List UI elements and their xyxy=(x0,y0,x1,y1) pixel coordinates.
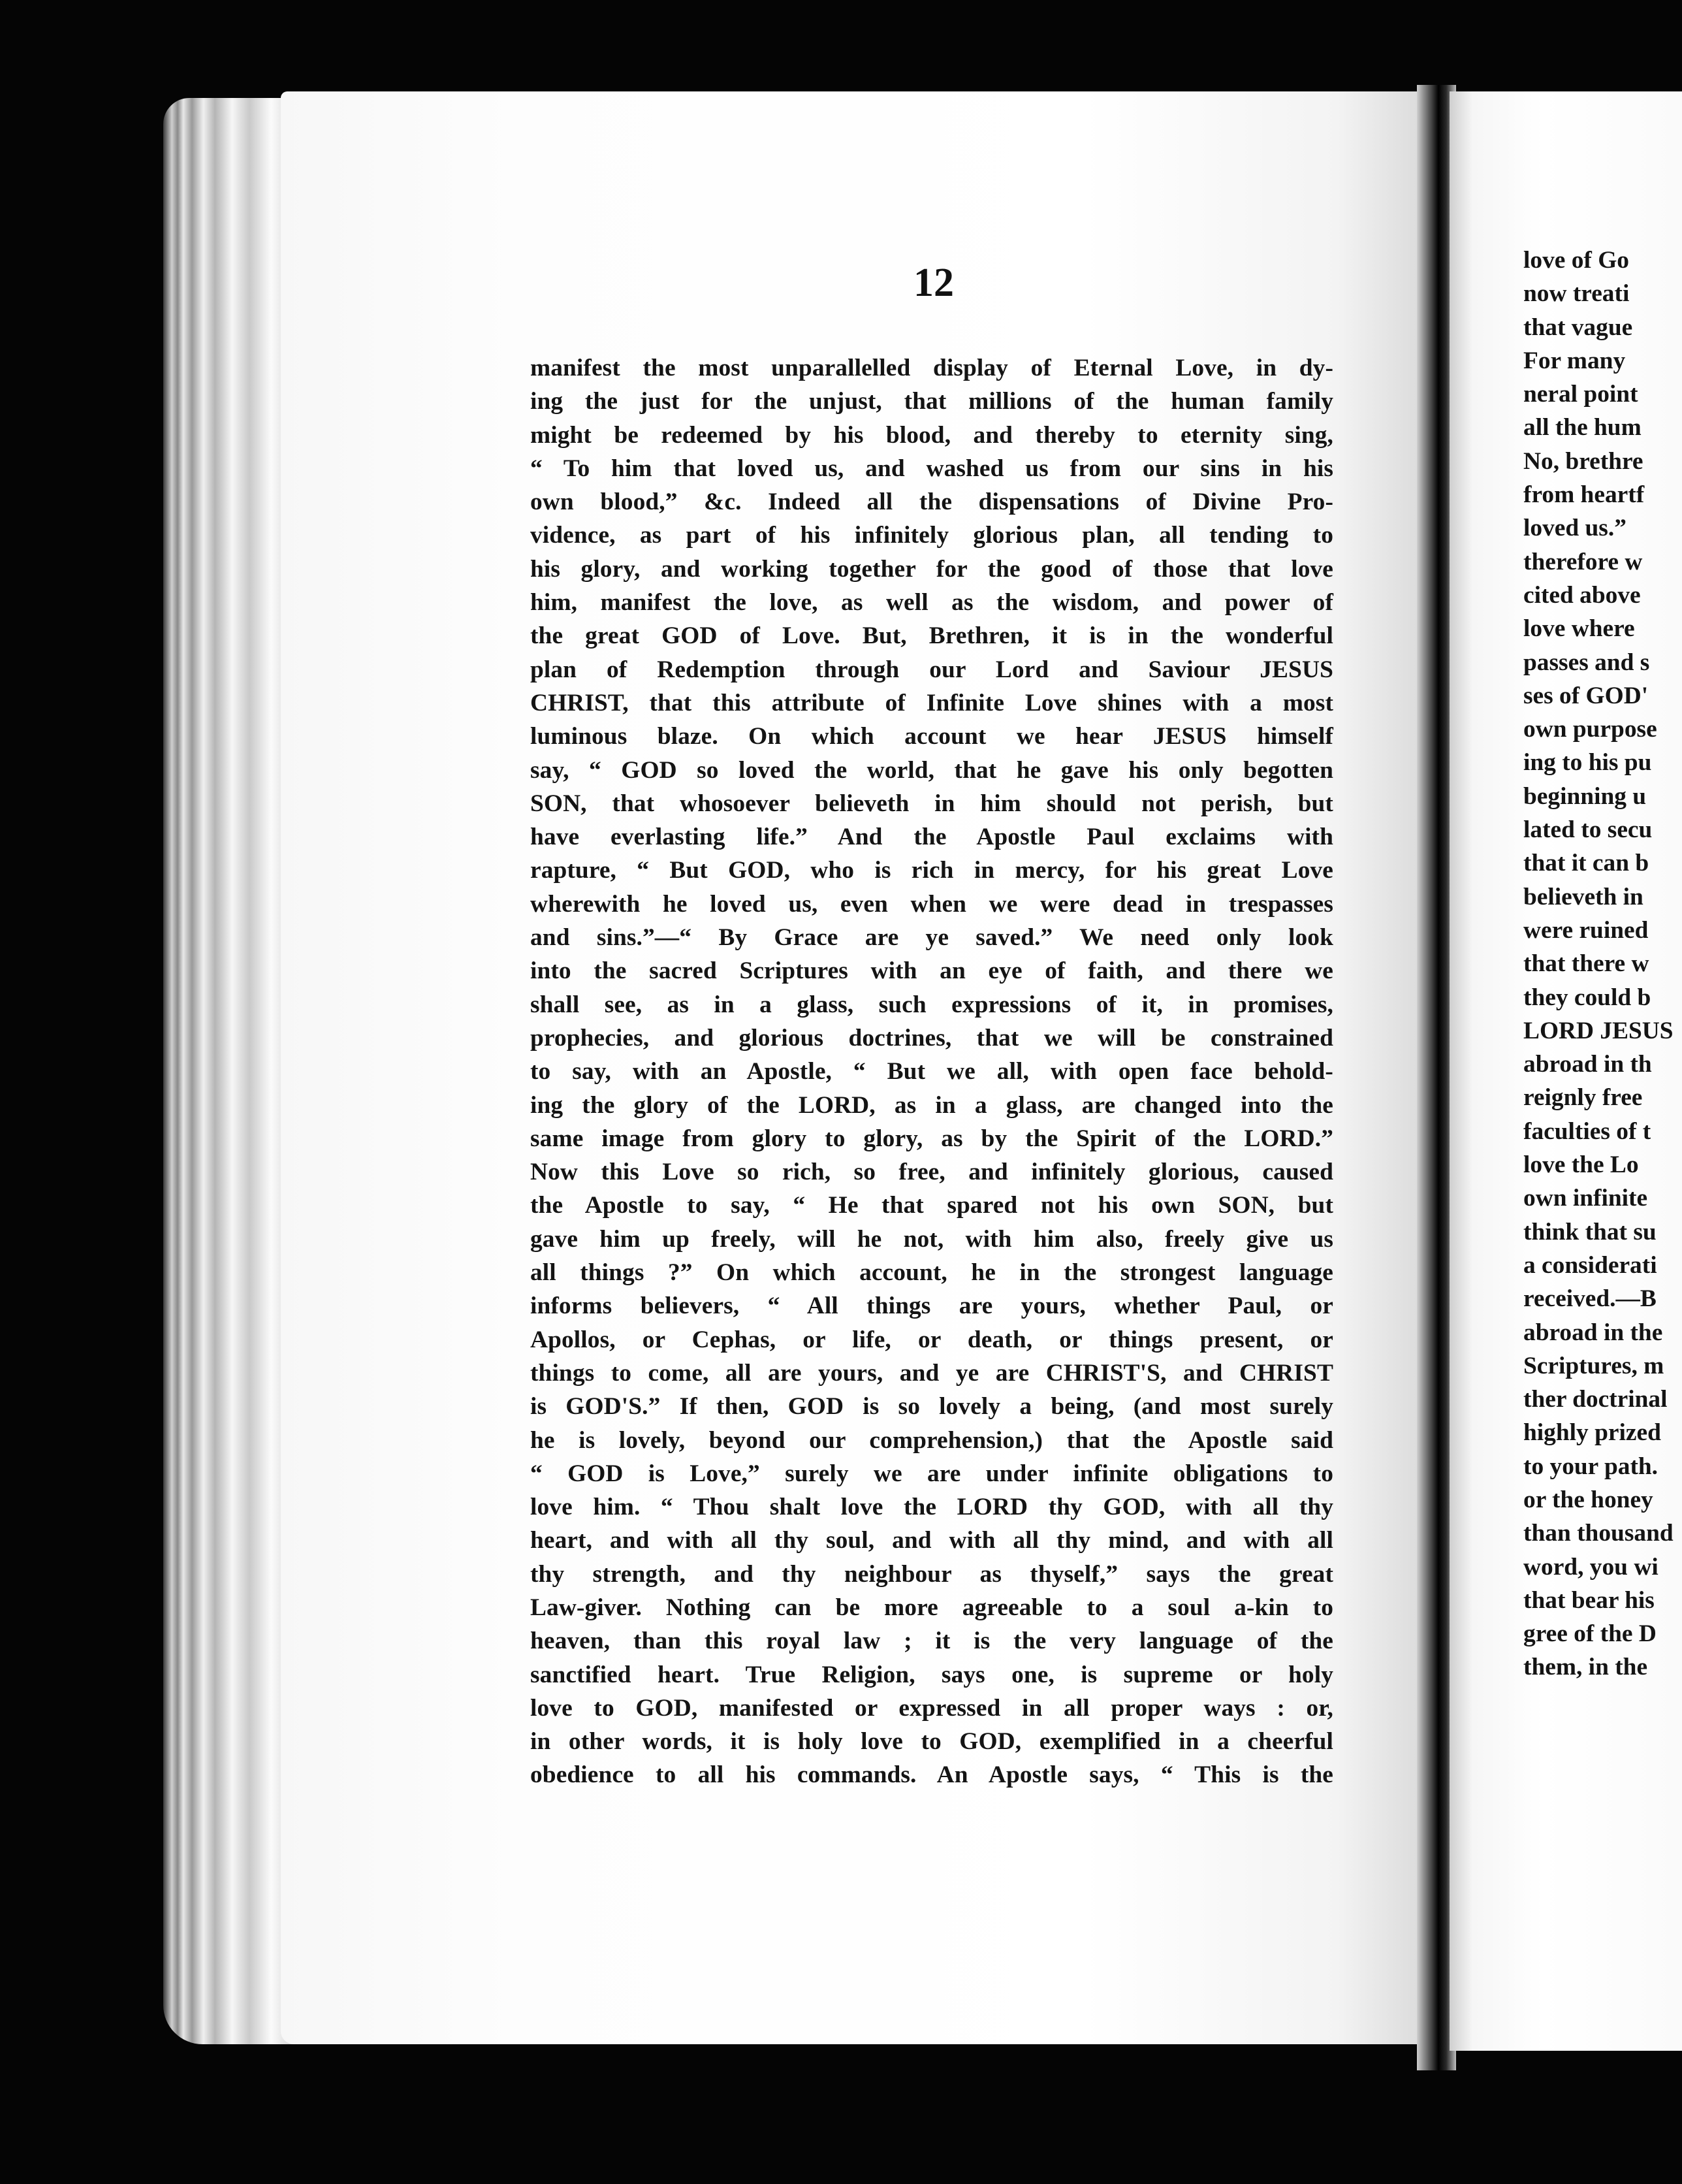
text-line: vidence, as part of his infinitely glorious plan, all tending to xyxy=(530,522,1333,549)
text-line: ses of GOD' xyxy=(1523,682,1649,709)
text-line: and sins.”—“ By Grace are ye saved.” We need only look xyxy=(530,924,1333,952)
text-line: love of Go xyxy=(1523,247,1629,274)
text-line: ther doctrinal xyxy=(1523,1386,1668,1413)
text-line: CHRIST, that this attribute of Infinite Love shines with a most xyxy=(530,689,1333,716)
text-line: he is lovely, beyond our comprehension,) that the Apostle said xyxy=(530,1426,1333,1454)
text-line: that it can b xyxy=(1523,850,1649,877)
text-line: were ruined xyxy=(1523,916,1649,944)
text-line: them, in the xyxy=(1523,1654,1648,1681)
text-line: in other words, it is holy love to GOD, exemplified in a cheerful xyxy=(530,1728,1333,1756)
text-line: think that su xyxy=(1523,1218,1657,1245)
text-line: from heartf xyxy=(1523,481,1645,509)
text-line: No, brethre xyxy=(1523,447,1643,475)
text-line: heaven, than this royal law ; it is the very language of the xyxy=(530,1628,1333,1655)
text-line: things to come, all are yours, and ye are CHRIST'S, and CHRIST xyxy=(530,1359,1333,1387)
text-line: Law-giver. Nothing can be more agreeable to a soul a-kin to xyxy=(530,1594,1333,1621)
text-line: now treati xyxy=(1523,280,1630,308)
text-line: loved us.” xyxy=(1523,515,1626,542)
text-line: love the Lo xyxy=(1523,1151,1639,1179)
page-number: 12 xyxy=(913,261,954,305)
text-line: own infinite xyxy=(1523,1185,1648,1212)
text-line: Apollos, or Cephas, or life, or death, or things present, or xyxy=(530,1326,1333,1353)
text-line: passes and s xyxy=(1523,649,1650,676)
text-line: word, you wi xyxy=(1523,1553,1658,1581)
text-line: abroad in th xyxy=(1523,1051,1652,1078)
text-line: into the sacred Scriptures with an eye of faith, and there we xyxy=(530,957,1333,985)
text-line: ing the just for the unjust, that millions of the human family xyxy=(530,388,1333,415)
text-line: wherewith he loved us, even when we were dead in trespasses xyxy=(530,890,1333,918)
text-line: cited above xyxy=(1523,581,1641,609)
text-line: prophecies, and glorious doctrines, that we will be constrained xyxy=(530,1024,1333,1052)
text-line: love him. “ Thou shalt love the LORD thy GOD, with all thy xyxy=(530,1494,1333,1521)
text-line: love where xyxy=(1523,615,1635,643)
text-line: own blood,” &c. Indeed all the dispensations of Divine Pro- xyxy=(530,489,1333,516)
text-line: manifest the most unparallelled display of Eternal Love, in dy- xyxy=(530,355,1333,381)
text-line: sanctified heart. True Religion, says one, is supreme or holy xyxy=(530,1661,1333,1688)
text-line: reignly free xyxy=(1523,1084,1643,1112)
text-line: abroad in the xyxy=(1523,1319,1663,1346)
text-line: highly prized xyxy=(1523,1419,1661,1447)
left-page-text xyxy=(530,351,1333,1792)
text-line: “ GOD is Love,” surely we are under infinite obligations to xyxy=(530,1460,1333,1487)
right-page-text xyxy=(1523,244,1682,1684)
text-line: is GOD'S.” If then, GOD is so lovely a being, (and most surely xyxy=(530,1393,1333,1421)
text-line: Scriptures, m xyxy=(1523,1352,1664,1379)
text-line: same image from glory to glory, as by the Spirit of the LORD.” xyxy=(530,1125,1333,1152)
text-line: have everlasting life.” And the Apostle Paul exclaims with xyxy=(530,824,1333,851)
text-line: faculties of t xyxy=(1523,1117,1651,1145)
text-line: own purpose xyxy=(1523,716,1657,743)
text-line: that there w xyxy=(1523,950,1649,978)
text-line: plan of Redemption through our Lord and Saviour JESUS xyxy=(530,656,1333,683)
text-line: luminous blaze. On which account we hear JESUS himself xyxy=(530,723,1333,750)
text-line: thy strength, and thy neighbour as thyself,” says the great xyxy=(530,1560,1333,1588)
text-line: therefore w xyxy=(1523,548,1643,575)
text-line: rapture, “ But GOD, who is rich in mercy, for his great Love xyxy=(530,857,1333,884)
text-line: beginning u xyxy=(1523,782,1647,810)
text-line: ing to his pu xyxy=(1523,749,1652,777)
text-line: to your path. xyxy=(1523,1453,1658,1480)
text-line: a considerati xyxy=(1523,1251,1657,1279)
text-line: SON, that whosoever believeth in him should not perish, but xyxy=(530,790,1333,817)
text-line: all things ?” On which account, he in the strongest language xyxy=(530,1259,1333,1287)
text-line: or the honey xyxy=(1523,1486,1653,1513)
text-line: “ To him that loved us, and washed us from our sins in his xyxy=(530,455,1333,482)
text-line: say, “ GOD so loved the world, that he gave his only begotten xyxy=(530,756,1333,784)
text-line: they could b xyxy=(1523,984,1651,1011)
text-line: lated to secu xyxy=(1523,816,1653,844)
text-line: believeth in xyxy=(1523,883,1643,910)
text-line: that bear his xyxy=(1523,1586,1655,1614)
text-line: love to GOD, manifested or expressed in all proper ways : or, xyxy=(530,1694,1333,1722)
text-line: him, manifest the love, as well as the wisdom, and power of xyxy=(530,589,1333,617)
text-line: neral point xyxy=(1523,381,1638,408)
text-line: obedience to all his commands. An Apostle says, “ This is the xyxy=(530,1761,1333,1789)
text-line: gree of the D xyxy=(1523,1620,1657,1648)
text-line: heart, and with all thy soul, and with all thy mind, and with all xyxy=(530,1527,1333,1554)
text-line: all the hum xyxy=(1523,414,1642,442)
text-line: than thousand xyxy=(1523,1520,1674,1547)
text-line: Now this Love so rich, so free, and infinitely glorious, caused xyxy=(530,1159,1333,1186)
text-line: For many xyxy=(1523,347,1626,374)
text-line: informs believers, “ All things are yours, whether Paul, or xyxy=(530,1293,1333,1320)
text-line: the Apostle to say, “ He that spared not his own SON, but xyxy=(530,1192,1333,1219)
text-line: to say, with an Apostle, “ But we all, with open face behold- xyxy=(530,1058,1333,1085)
text-line: gave him up freely, will he not, with him also, freely give us xyxy=(530,1225,1333,1253)
text-line: the great GOD of Love. But, Brethren, it is in the wonderful xyxy=(530,622,1333,650)
text-line: ing the glory of the LORD, as in a glass, are changed into the xyxy=(530,1091,1333,1119)
text-line: LORD JESUS xyxy=(1523,1017,1674,1044)
text-line: might be redeemed by his blood, and thereby to eternity sing, xyxy=(530,421,1333,449)
text-line: his glory, and working together for the good of those that love xyxy=(530,555,1333,583)
text-line: shall see, as in a glass, such expressions of it, in promises, xyxy=(530,991,1333,1018)
text-line: received.—B xyxy=(1523,1285,1657,1313)
text-line: that vague xyxy=(1523,313,1633,341)
